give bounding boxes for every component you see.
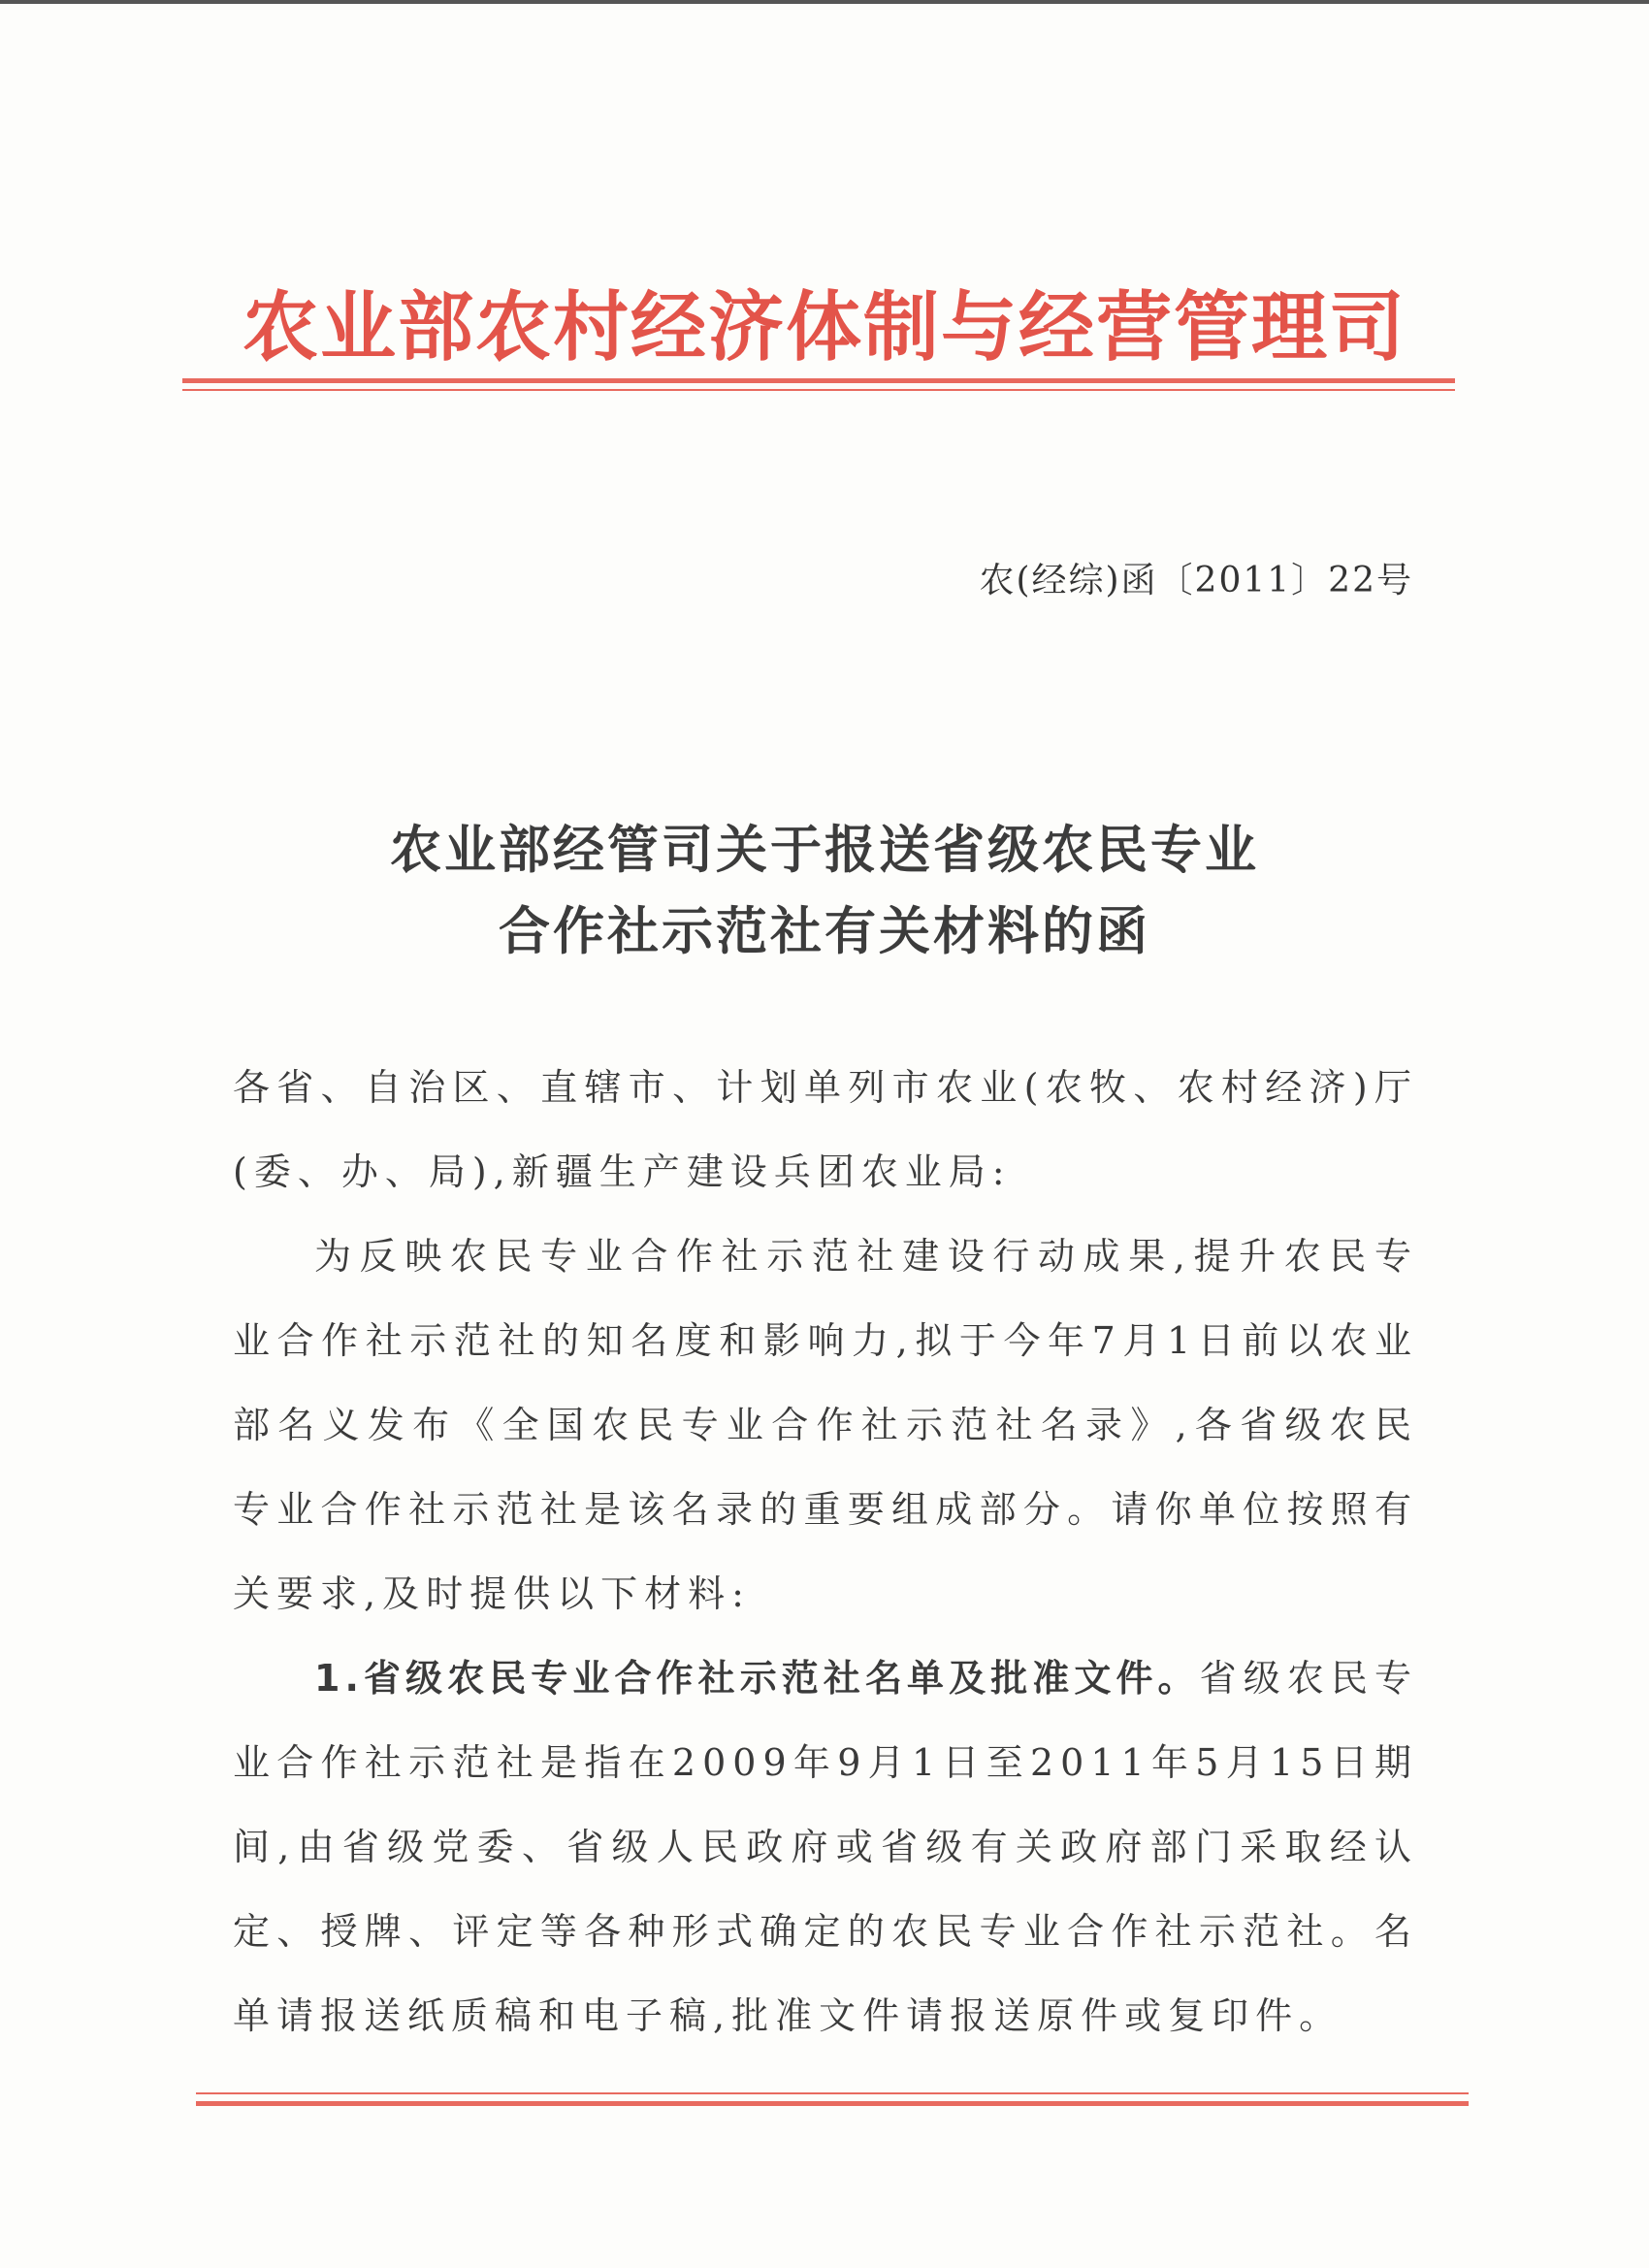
document-title-line-2: 合作社示范社有关材料的函 [499, 902, 1150, 961]
document-title-line-1: 农业部经管司关于报送省级农民专业 [390, 821, 1259, 880]
letterhead-rule-thin [182, 389, 1455, 391]
addressee: 各省、自治区、直辖市、计划单列市农业(农牧、农村经济)厅(委、办、局),新疆生产建设兵团农业局: [233, 1066, 1418, 1193]
item-1-body: 省级农民专业合作社示范社是指在2009年9月1日至2011年5月15日期间,由省级党委、省级人民政府或省级有关政府部门采取经认定、授牌、评定等各种形式确定的农民专业合作社示范社。名单请报送纸质稿和电子稿,批准文件请报送原件或复印件。 [233, 1657, 1418, 2037]
letterhead-title: 农业部农村经济体制与经营管理司 [242, 283, 1406, 372]
document-body [233, 1046, 1418, 2058]
item-1-heading: 1.省级农民专业合作社示范社名单及批准文件。 [314, 1657, 1200, 1700]
footer-rule-thick [196, 2101, 1469, 2106]
letterhead-rule-thick [182, 378, 1455, 383]
scan-top-edge [0, 0, 1649, 4]
document-number: 农(经综)函〔2011〕22号 [979, 561, 1413, 600]
footer-rule-thin [196, 2092, 1469, 2094]
item-1 [233, 1636, 1418, 2058]
paragraph-1: 为反映农民专业合作社示范社建设行动成果,提升农民专业合作社示范社的知名度和影响力,拟于今年7月1日前以农业部名义发布《全国农民专业合作社示范社名录》,各省级农民专业合作社示范社是该名录的重要组成部分。请你单位按照有关要求,及时提供以下材料: [233, 1235, 1418, 1615]
